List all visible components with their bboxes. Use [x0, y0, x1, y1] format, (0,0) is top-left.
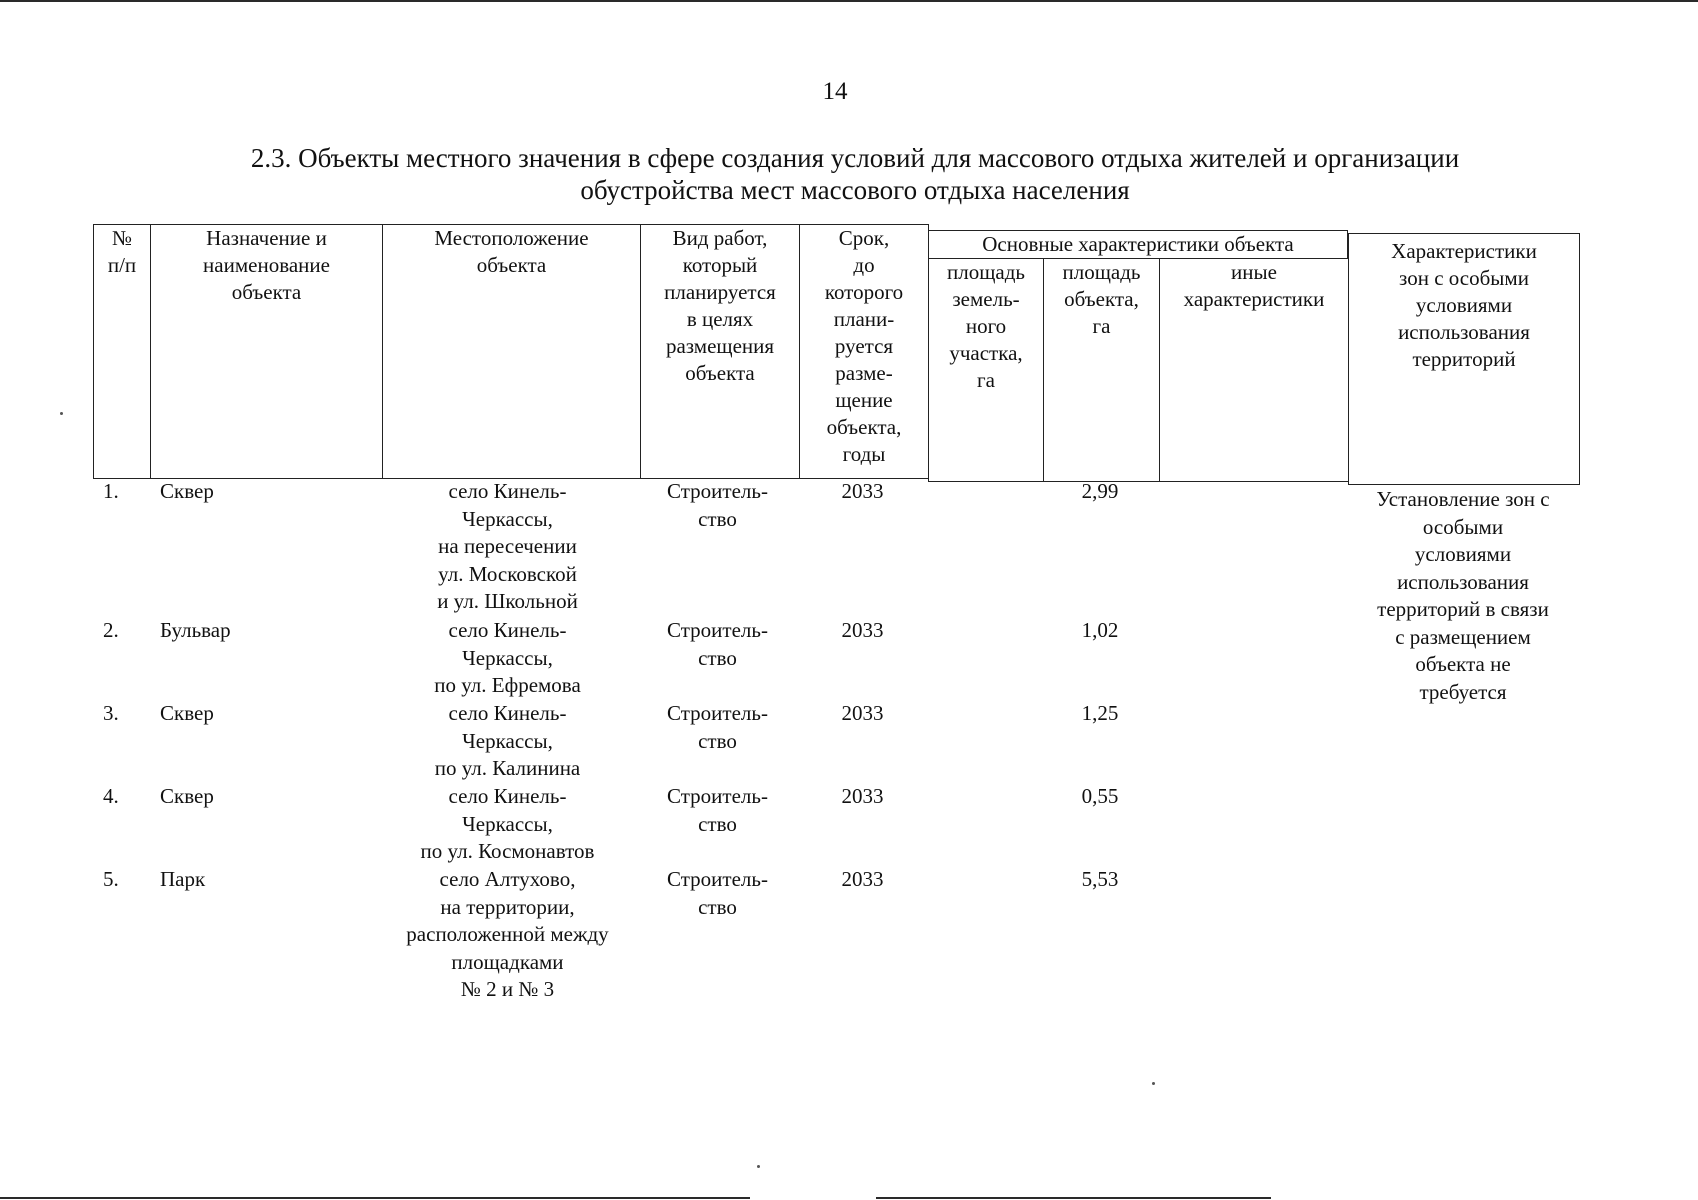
- object-location: село Кинель- Черкассы, по ул. Ефремова: [434, 618, 581, 697]
- header-name: Назначение и наименование объекта: [150, 224, 383, 479]
- planned-year: 2033: [841, 867, 884, 891]
- object-area: 0,55: [1081, 784, 1119, 808]
- scan-speck: [1152, 1082, 1155, 1085]
- object-location: село Алтухово, на территории, расположенной между площадками № 2 и № 3: [406, 867, 609, 1001]
- object-area: 1,02: [1081, 618, 1119, 642]
- bottom-scan-border-right: [876, 1197, 1271, 1199]
- planned-year: 2033: [841, 701, 884, 725]
- object-area: 1,25: [1081, 701, 1119, 725]
- object-name: Сквер: [160, 701, 214, 725]
- zones-note: Установление зон с особыми условиями использования территорий в связи с размещением объекта не требуется: [1376, 487, 1550, 704]
- planned-year: 2033: [841, 479, 884, 503]
- row-number: 2.: [103, 618, 119, 642]
- object-area: 5,53: [1081, 867, 1119, 891]
- work-type: Строитель- ство: [667, 867, 768, 919]
- header-work: Вид работ, который планируется в целях размещения объекта: [640, 224, 800, 479]
- scan-speck: [757, 1165, 760, 1168]
- section-title-line-2: обустройства мест массового отдыха населения: [580, 175, 1130, 205]
- row-number: 5.: [103, 867, 119, 891]
- object-name: Парк: [160, 867, 206, 891]
- object-name: Сквер: [160, 784, 214, 808]
- row-number: 4.: [103, 784, 119, 808]
- object-location: село Кинель- Черкассы, по ул. Калинина: [434, 701, 581, 780]
- object-area: 2,99: [1081, 479, 1119, 503]
- header-term: Срок, до которого плани- руется разме- щение объекта, годы: [799, 224, 929, 479]
- page-number: 14: [822, 78, 848, 105]
- work-type: Строитель- ство: [667, 701, 768, 753]
- object-name: Бульвар: [160, 618, 231, 642]
- planned-year: 2033: [841, 784, 884, 808]
- header-zones: Характеристики зон с особыми условиями использования территорий: [1348, 233, 1580, 485]
- header-land-area: площадь земель- ного участка, га: [928, 258, 1044, 482]
- bottom-scan-border-left: [0, 1197, 750, 1199]
- header-num: № п/п: [93, 224, 151, 479]
- object-location: село Кинель- Черкассы, на пересечении ул. Московской и ул. Школьной: [437, 479, 578, 613]
- section-title-line-1: 2.3. Объекты местного значения в сфере создания условий для массового отдыха жителей и организации: [250, 143, 1460, 173]
- work-type: Строитель- ство: [667, 479, 768, 531]
- header-main-characteristics: Основные характеристики объекта: [928, 230, 1348, 259]
- header-other: иные характеристики: [1159, 258, 1349, 482]
- row-number: 1.: [103, 479, 119, 503]
- scan-speck: [60, 412, 63, 415]
- planned-year: 2033: [841, 618, 884, 642]
- header-location: Местоположение объекта: [382, 224, 641, 479]
- row-number: 3.: [103, 701, 119, 725]
- work-type: Строитель- ство: [667, 618, 768, 670]
- header-object-area: площадь объекта, га: [1043, 258, 1160, 482]
- top-scan-border: [0, 0, 1698, 2]
- section-title: [200, 142, 1510, 206]
- work-type: Строитель- ство: [667, 784, 768, 836]
- object-location: село Кинель- Черкассы, по ул. Космонавтов: [420, 784, 595, 863]
- object-name: Сквер: [160, 479, 214, 503]
